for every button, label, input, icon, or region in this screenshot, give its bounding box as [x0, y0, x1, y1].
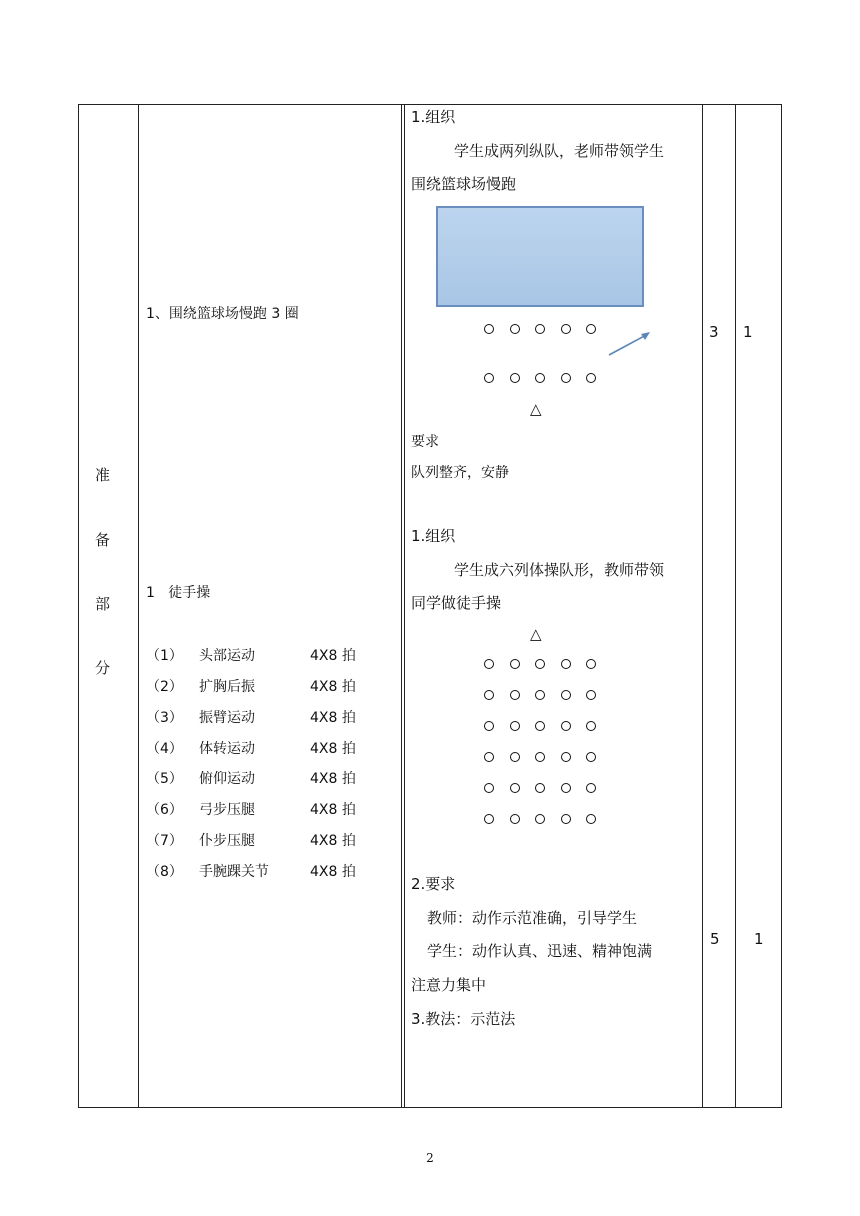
- teacher-triangle-icon: △: [530, 625, 542, 643]
- section-char-3: 部: [95, 595, 111, 613]
- student-circle-icon: [484, 783, 494, 793]
- student-circle-icon: [561, 324, 571, 334]
- student-circle-icon: [510, 690, 520, 700]
- student-circle-icon: [561, 373, 571, 383]
- student-circle-icon: [586, 752, 596, 762]
- direction-arrow-icon: [606, 328, 654, 358]
- count-value: 1: [743, 323, 753, 341]
- student-circle-icon: [484, 690, 494, 700]
- org1-requirement-text: 队列整齐，安静: [411, 465, 509, 481]
- basketball-court-diagram: [436, 206, 644, 307]
- exercise-beats: 4X8 拍: [310, 648, 356, 664]
- exercise-num: （6）: [146, 802, 183, 818]
- org2-requirement-teacher: 教师：动作示范准确，引导学生: [427, 909, 638, 927]
- student-circle-icon: [510, 373, 520, 383]
- column-divider-2: [401, 104, 402, 1108]
- student-circle-icon: [535, 659, 545, 669]
- exercise-num: （7）: [146, 833, 183, 849]
- student-circle-icon: [535, 752, 545, 762]
- exercise-beats: 4X8 拍: [310, 771, 356, 787]
- student-row: [484, 324, 596, 334]
- exercise-name: 振臂运动: [199, 710, 255, 726]
- student-row: [484, 752, 596, 762]
- student-row: [484, 814, 596, 824]
- student-circle-icon: [561, 814, 571, 824]
- student-circle-icon: [586, 373, 596, 383]
- org2-heading: 1.组织: [411, 527, 456, 545]
- student-circle-icon: [535, 783, 545, 793]
- exercise-beats: 4X8 拍: [310, 679, 356, 695]
- section-char-4: 分: [95, 659, 111, 677]
- table-right-border: [781, 104, 782, 1108]
- column-divider-2b: [404, 104, 405, 1108]
- student-circle-icon: [484, 814, 494, 824]
- student-circle-icon: [561, 690, 571, 700]
- exercise-beats: 4X8 拍: [310, 864, 356, 880]
- org1-requirement-heading: 要求: [411, 434, 439, 450]
- content-item-jog: 1、围绕篮球场慢跑 3 圈: [146, 306, 299, 322]
- org2-teaching-method: 3.教法：示范法: [411, 1010, 516, 1028]
- time-value: 5: [710, 930, 720, 948]
- exercise-num: （1）: [146, 648, 183, 664]
- student-circle-icon: [561, 721, 571, 731]
- exercise-name: 俯仰运动: [199, 771, 255, 787]
- student-circle-icon: [510, 721, 520, 731]
- student-circle-icon: [484, 373, 494, 383]
- org2-text-line2: 同学做徒手操: [411, 594, 502, 612]
- student-row: [484, 690, 596, 700]
- student-circle-icon: [586, 690, 596, 700]
- org2-requirement-student-line1: 学生：动作认真、迅速、精神饱满: [427, 942, 653, 960]
- org2-requirement-student-line2: 注意力集中: [411, 976, 487, 994]
- student-circle-icon: [510, 752, 520, 762]
- student-row: [484, 659, 596, 669]
- student-circle-icon: [586, 324, 596, 334]
- student-circle-icon: [535, 721, 545, 731]
- column-divider-1: [138, 104, 139, 1108]
- exercise-name: 手腕踝关节: [199, 864, 269, 880]
- time-value: 3: [709, 323, 719, 341]
- exercise-num: （4）: [146, 741, 183, 757]
- org1-text-line1: 学生成两列纵队，老师带领学生: [454, 142, 665, 160]
- student-row: [484, 373, 596, 383]
- column-divider-3: [702, 104, 703, 1108]
- student-circle-icon: [561, 752, 571, 762]
- student-circle-icon: [586, 814, 596, 824]
- student-circle-icon: [484, 721, 494, 731]
- count-value: 1: [754, 930, 764, 948]
- page-number: 2: [426, 1151, 434, 1165]
- content-item-calisthenics: 1 徒手操: [146, 585, 211, 601]
- student-circle-icon: [535, 373, 545, 383]
- exercise-num: （3）: [146, 710, 183, 726]
- student-circle-icon: [510, 814, 520, 824]
- exercise-beats: 4X8 拍: [310, 710, 356, 726]
- student-circle-icon: [484, 324, 494, 334]
- student-row: [484, 721, 596, 731]
- column-divider-4: [735, 104, 736, 1108]
- student-circle-icon: [561, 659, 571, 669]
- exercise-name: 头部运动: [199, 648, 255, 664]
- org1-heading: 1.组织: [411, 108, 456, 126]
- student-circle-icon: [510, 324, 520, 334]
- table-left-border: [78, 104, 79, 1108]
- exercise-name: 扩胸后振: [199, 679, 255, 695]
- student-circle-icon: [484, 659, 494, 669]
- exercise-beats: 4X8 拍: [310, 741, 356, 757]
- exercise-num: （5）: [146, 771, 183, 787]
- student-circle-icon: [510, 783, 520, 793]
- org1-text-line2: 围绕篮球场慢跑: [411, 175, 517, 193]
- student-circle-icon: [586, 783, 596, 793]
- section-char-1: 准: [95, 466, 111, 484]
- student-circle-icon: [484, 752, 494, 762]
- section-char-2: 备: [95, 531, 111, 549]
- table-top-border: [78, 104, 782, 105]
- student-circle-icon: [535, 814, 545, 824]
- exercise-num: （8）: [146, 864, 183, 880]
- exercise-num: （2）: [146, 679, 183, 695]
- student-circle-icon: [535, 690, 545, 700]
- org2-text-line1: 学生成六列体操队形，教师带领: [454, 561, 665, 579]
- student-circle-icon: [586, 659, 596, 669]
- exercise-beats: 4X8 拍: [310, 833, 356, 849]
- student-circle-icon: [510, 659, 520, 669]
- exercise-name: 体转运动: [199, 741, 255, 757]
- exercise-name: 仆步压腿: [199, 833, 255, 849]
- exercise-beats: 4X8 拍: [310, 802, 356, 818]
- student-row: [484, 783, 596, 793]
- student-circle-icon: [561, 783, 571, 793]
- student-circle-icon: [535, 324, 545, 334]
- table-bottom-border: [78, 1107, 782, 1108]
- org2-requirement-heading: 2.要求: [411, 875, 456, 893]
- student-circle-icon: [586, 721, 596, 731]
- exercise-name: 弓步压腿: [199, 802, 255, 818]
- teacher-triangle-icon: △: [530, 400, 542, 418]
